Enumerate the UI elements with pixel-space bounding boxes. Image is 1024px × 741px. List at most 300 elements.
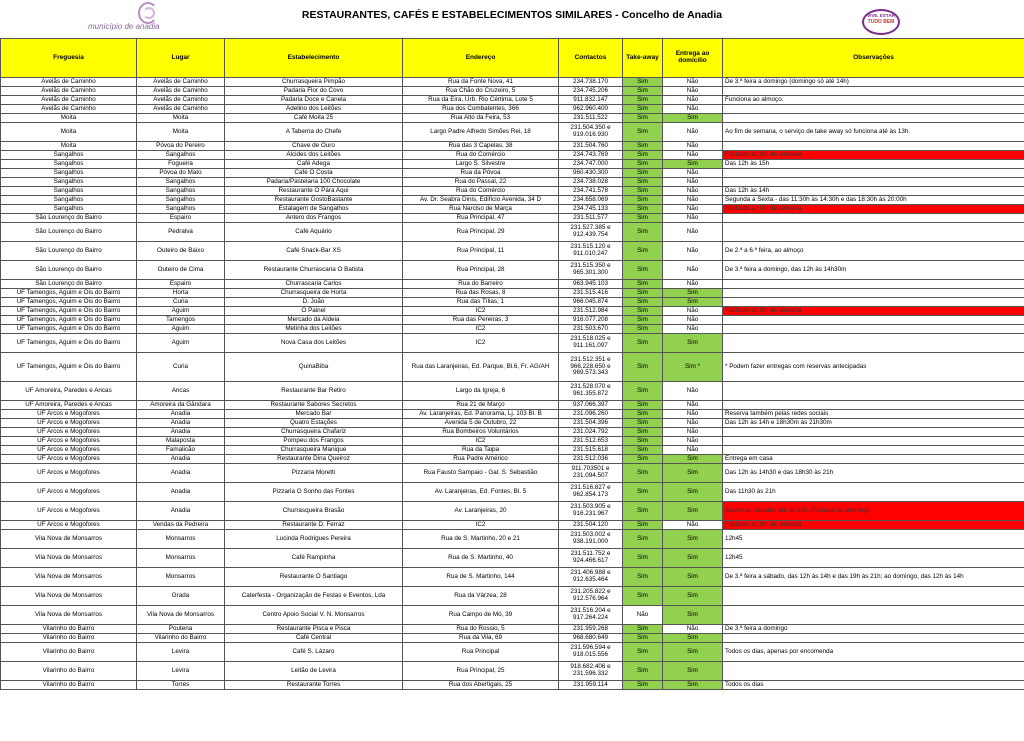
cell-entrega: Sim xyxy=(663,455,723,464)
cell-freguesia: UF Arcos e Mogofores xyxy=(1,446,137,455)
cell-take-away: Sim xyxy=(623,316,663,325)
cell-lugar: Aguim xyxy=(137,307,225,316)
cell-take-away: Sim xyxy=(623,353,663,382)
table-row xyxy=(1,223,1024,242)
cell-contactos: 234.741.578 xyxy=(559,187,623,196)
cell-observacoes xyxy=(723,587,1024,606)
cell-endereco: Rua Principal, 25 xyxy=(403,662,559,681)
campaign-logo-line2: TUDO BEM xyxy=(867,19,895,25)
cell-endereco: Rua das Rosas, 8 xyxy=(403,289,559,298)
cell-contactos: 231.511.522 xyxy=(559,114,623,123)
cell-estabelecimento: Churrasqueira Brasão xyxy=(225,502,403,521)
cell-take-away: Sim xyxy=(623,105,663,114)
cell-freguesia: UF Tamengos, Aguim e Óis do Bairro xyxy=(1,316,137,325)
cell-lugar: Pedralva xyxy=(137,223,225,242)
cell-entrega: Não xyxy=(663,437,723,446)
cell-contactos: 231.515.350 e 965.301.300 xyxy=(559,261,623,280)
cell-lugar: Vila Nova de Monsarros xyxy=(137,606,225,625)
cell-estabelecimento: Café Central xyxy=(225,634,403,643)
cell-take-away: Sim xyxy=(623,187,663,196)
table-row xyxy=(1,549,1024,568)
table-row xyxy=(1,325,1024,334)
table-row xyxy=(1,316,1024,325)
table-row xyxy=(1,205,1024,214)
cell-contactos: 231.512.036 xyxy=(559,455,623,464)
cell-estabelecimento: Lucinda Rodrigues Pereira xyxy=(225,530,403,549)
table-body xyxy=(1,78,1024,690)
cell-lugar: Sangalhos xyxy=(137,187,225,196)
cell-freguesia: Sangalhos xyxy=(1,151,137,160)
campaign-logo-line1: VIVE, ESTAR xyxy=(867,13,895,18)
cell-lugar: Torres xyxy=(137,681,225,690)
cell-observacoes xyxy=(723,325,1024,334)
cell-endereco: Rua Principal, 11 xyxy=(403,242,559,261)
cell-take-away: Sim xyxy=(623,587,663,606)
cell-endereco: Rua da Taipa xyxy=(403,446,559,455)
table-row xyxy=(1,151,1024,160)
col-observacoes: Observações xyxy=(723,39,1024,78)
cell-estabelecimento: Café Moita 25 xyxy=(225,114,403,123)
cell-take-away: Sim xyxy=(623,242,663,261)
cell-take-away: Sim xyxy=(623,214,663,223)
cell-endereco: Rua da Eira, Urb. Rio Cértima, Lote 5 xyxy=(403,96,559,105)
col-estabelecimento: Estabelecimento xyxy=(225,39,403,78)
cell-endereco: Rua Bombeiros Voluntários xyxy=(403,428,559,437)
cell-take-away: Sim xyxy=(623,410,663,419)
cell-freguesia: Avelãs de Caminho xyxy=(1,105,137,114)
cell-endereco: Av. Laranjeiras, Ed. Fontes, Bl. 5 xyxy=(403,483,559,502)
cell-freguesia: Moita xyxy=(1,114,137,123)
cell-contactos: 234.658.069 xyxy=(559,196,623,205)
cell-endereco: Rua Principal, 29 xyxy=(403,223,559,242)
cell-take-away: Sim xyxy=(623,114,663,123)
cell-endereco: Rua dos Combatentes, 366 xyxy=(403,105,559,114)
cell-estabelecimento: Churrasqueira de Horta xyxy=(225,289,403,298)
cell-contactos: 231.528.070 e 961.355.872 xyxy=(559,382,623,401)
cell-estabelecimento: Churrascaria Carlos xyxy=(225,280,403,289)
table-row xyxy=(1,78,1024,87)
cell-freguesia: Moita xyxy=(1,123,137,142)
cell-endereco: IC2 xyxy=(403,325,559,334)
table-row xyxy=(1,105,1024,114)
table-row xyxy=(1,169,1024,178)
cell-entrega: Sim xyxy=(663,334,723,353)
cell-freguesia: São Lourenço do Bairro xyxy=(1,280,137,289)
table-row xyxy=(1,289,1024,298)
cell-endereco: Avenida 5 de Outubro, 22 xyxy=(403,419,559,428)
cell-entrega: Não xyxy=(663,382,723,401)
cell-lugar: Anadia xyxy=(137,483,225,502)
cell-take-away: Sim xyxy=(623,223,663,242)
cell-entrega: Não xyxy=(663,446,723,455)
cell-entrega: Sim xyxy=(663,587,723,606)
cell-lugar: Anadia xyxy=(137,428,225,437)
cell-freguesia: Vilarinho do Bairro xyxy=(1,662,137,681)
cell-estabelecimento: Churrasqueira Pimpão xyxy=(225,78,403,87)
cell-lugar: Monsarros xyxy=(137,568,225,587)
cell-freguesia: Vila Nova de Monsarros xyxy=(1,549,137,568)
table-row xyxy=(1,196,1024,205)
cell-lugar: Poutena xyxy=(137,625,225,634)
cell-endereco: Rua de S. Martinho, 144 xyxy=(403,568,559,587)
table-row xyxy=(1,625,1024,634)
table-row xyxy=(1,142,1024,151)
cell-take-away: Sim xyxy=(623,681,663,690)
cell-contactos: 234.747.000 xyxy=(559,160,623,169)
cell-freguesia: UF Arcos e Mogofores xyxy=(1,437,137,446)
cell-lugar: Sangalhos xyxy=(137,178,225,187)
cell-take-away: Sim xyxy=(623,625,663,634)
cell-contactos: 231.515.618 xyxy=(559,446,623,455)
cell-lugar: Anadia xyxy=(137,502,225,521)
cell-entrega: Sim xyxy=(663,549,723,568)
cell-take-away: Sim xyxy=(623,298,663,307)
cell-take-away: Sim xyxy=(623,169,663,178)
cell-take-away: Sim xyxy=(623,634,663,643)
cell-lugar: Outeiro de Cima xyxy=(137,261,225,280)
cell-estabelecimento: Restaurante Torres xyxy=(225,681,403,690)
cell-contactos: 231.959.268 xyxy=(559,625,623,634)
cell-observacoes: Todos os dias, apenas por encomenda xyxy=(723,643,1024,662)
cell-contactos: 918.682.406 e 231.596.332 xyxy=(559,662,623,681)
cell-freguesia: UF Arcos e Mogofores xyxy=(1,455,137,464)
cell-entrega: Sim xyxy=(663,568,723,587)
cell-endereco: IC2 xyxy=(403,307,559,316)
cell-endereco: Av. Laranjeiras, Ed. Panorama, Lj. 103 Bl. B xyxy=(403,410,559,419)
cell-contactos: 231.512.984 xyxy=(559,307,623,316)
cell-entrega: Não xyxy=(663,625,723,634)
cell-observacoes: * Podem fazer entregas com reservas antecipadas xyxy=(723,353,1024,382)
col-lugar: Lugar xyxy=(137,39,225,78)
table-row xyxy=(1,455,1024,464)
table-row xyxy=(1,298,1024,307)
cell-observacoes: Das 12h às 15h xyxy=(723,160,1024,169)
cell-lugar: Avelãs de Caminho xyxy=(137,87,225,96)
cell-entrega: Sim xyxy=(663,114,723,123)
cell-entrega: Não xyxy=(663,196,723,205)
table-row xyxy=(1,446,1024,455)
cell-endereco: Rua da Vila, 69 xyxy=(403,634,559,643)
cell-entrega: Não xyxy=(663,410,723,419)
cell-estabelecimento: D. João xyxy=(225,298,403,307)
cell-freguesia: UF Tamengos, Aguim e Óis do Bairro xyxy=(1,298,137,307)
cell-take-away: Sim xyxy=(623,123,663,142)
table-row xyxy=(1,178,1024,187)
cell-endereco: Rua de S. Martinho, 40 xyxy=(403,549,559,568)
cell-freguesia: UF Arcos e Mogofores xyxy=(1,502,137,521)
cell-observacoes xyxy=(723,316,1024,325)
cell-contactos: 231.959.114 xyxy=(559,681,623,690)
table-row xyxy=(1,681,1024,690)
cell-estabelecimento: Churrasqueira Manique xyxy=(225,446,403,455)
cell-observacoes xyxy=(723,105,1024,114)
cell-estabelecimento: Mercado Bar xyxy=(225,410,403,419)
cell-contactos: 231.504.760 xyxy=(559,142,623,151)
cell-freguesia: UF Arcos e Mogofores xyxy=(1,483,137,502)
cell-estabelecimento: Pizzaria Moretti xyxy=(225,464,403,483)
cell-contactos: 231.596.594 e 918.015.556 xyxy=(559,643,623,662)
cell-freguesia: Avelãs de Caminho xyxy=(1,96,137,105)
cell-estabelecimento: Nova Casa dos Leitões xyxy=(225,334,403,353)
table-row xyxy=(1,568,1024,587)
table-row xyxy=(1,521,1024,530)
cell-contactos: 937.066.397 xyxy=(559,401,623,410)
table-row xyxy=(1,96,1024,105)
cell-observacoes: Funciona ao almoço. xyxy=(723,96,1024,105)
cell-take-away: Sim xyxy=(623,151,663,160)
cell-take-away: Sim xyxy=(623,483,663,502)
cell-lugar: Avelãs de Caminho xyxy=(137,96,225,105)
cell-lugar: Póvoa do Mato xyxy=(137,169,225,178)
cell-endereco: Rua dos Abertigais, 25 xyxy=(403,681,559,690)
cell-lugar: Anadia xyxy=(137,419,225,428)
cell-observacoes: Ao fim de semana, o serviço de take away só funciona até às 13h. xyxy=(723,123,1024,142)
table-row xyxy=(1,214,1024,223)
cell-entrega: Não xyxy=(663,78,723,87)
table-header-row xyxy=(1,39,1024,78)
cell-freguesia: Sangalhos xyxy=(1,205,137,214)
cell-contactos: 231.518.025 e 911.161.097 xyxy=(559,334,623,353)
cell-take-away: Sim xyxy=(623,446,663,455)
cell-estabelecimento: Centro Apoio Social V. N. Monsarros xyxy=(225,606,403,625)
cell-estabelecimento: Restaurante Dina Queiroz xyxy=(225,455,403,464)
cell-estabelecimento: Restaurante D. Ferraz xyxy=(225,521,403,530)
cell-endereco: Largo da Igreja, 6 xyxy=(403,382,559,401)
cell-estabelecimento: Restaurante Pisca e Pisca xyxy=(225,625,403,634)
cell-contactos: 231.503.670 xyxy=(559,325,623,334)
cell-contactos: 231.516.204 e 917.264.224 xyxy=(559,606,623,625)
cell-freguesia: Sangalhos xyxy=(1,160,137,169)
cell-estabelecimento: Restaurante O Pára Aqui xyxy=(225,187,403,196)
cell-entrega: Sim xyxy=(663,483,723,502)
table-row xyxy=(1,261,1024,280)
cell-estabelecimento: O Painel xyxy=(225,307,403,316)
cell-contactos: 231.504.396 xyxy=(559,419,623,428)
cell-entrega: Sim xyxy=(663,643,723,662)
table-row xyxy=(1,437,1024,446)
cell-estabelecimento: A Taberna do Chefe xyxy=(225,123,403,142)
cell-observacoes: Fechado ao fim de semana xyxy=(723,151,1024,160)
cell-observacoes: Das 12h às 14h e 18h30m às 21h30m xyxy=(723,419,1024,428)
logo-text: município de anadia xyxy=(88,22,160,31)
cell-lugar: Famalicão xyxy=(137,446,225,455)
cell-observacoes: De 3.ª feira a domingo, das 12h às 14h30m xyxy=(723,261,1024,280)
cell-entrega: Não xyxy=(663,151,723,160)
col-entrega-domicilio: Entrega ao domicílio xyxy=(663,39,723,78)
cell-estabelecimento: Café O Costa xyxy=(225,169,403,178)
cell-observacoes: Reserva também pelas redes sociais xyxy=(723,410,1024,419)
cell-freguesia: UF Arcos e Mogofores xyxy=(1,410,137,419)
cell-endereco: Rua Fausto Sampaio - Gal. S. Sebastião xyxy=(403,464,559,483)
cell-observacoes xyxy=(723,142,1024,151)
cell-estabelecimento: Café S. Lázaro xyxy=(225,643,403,662)
cell-lugar: Monsarros xyxy=(137,549,225,568)
cell-lugar: Monsarros xyxy=(137,530,225,549)
cell-entrega: Não xyxy=(663,96,723,105)
cell-take-away: Sim xyxy=(623,261,663,280)
cell-lugar: Amoreira da Gândara xyxy=(137,401,225,410)
cell-observacoes xyxy=(723,382,1024,401)
cell-contactos: 960.430.300 xyxy=(559,169,623,178)
cell-freguesia: São Lourenço do Bairro xyxy=(1,242,137,261)
cell-lugar: Outeiro de Baixo xyxy=(137,242,225,261)
cell-freguesia: Vilarinho do Bairro xyxy=(1,643,137,662)
cell-contactos: 231.096.260 xyxy=(559,410,623,419)
cell-observacoes: De 3.ª feira a sábado, das 12h às 14h e das 19h às 21h; ao domingo, das 12h às 14h xyxy=(723,568,1024,587)
cell-estabelecimento: Metinha dos Leitões xyxy=(225,325,403,334)
cell-endereco: Largo Padre Alfredo Simões Rei, 18 xyxy=(403,123,559,142)
cell-endereco: Rua Principal, 28 xyxy=(403,261,559,280)
cell-take-away: Sim xyxy=(623,521,663,530)
cell-observacoes: Todos os dias xyxy=(723,681,1024,690)
cell-endereco: Av. Dr. Seabra Dinis, Edifício Avenida, 34 D xyxy=(403,196,559,205)
cell-freguesia: UF Amoreira, Paredes e Ancas xyxy=(1,382,137,401)
cell-observacoes: Entrega em casa xyxy=(723,455,1024,464)
cell-entrega: Não xyxy=(663,205,723,214)
cell-entrega: Sim xyxy=(663,502,723,521)
table-row xyxy=(1,464,1024,483)
cell-entrega: Não xyxy=(663,428,723,437)
cell-contactos: 231.504.350 e 919.016.930 xyxy=(559,123,623,142)
cell-lugar: Curia xyxy=(137,298,225,307)
cell-contactos: 234.738.028 xyxy=(559,178,623,187)
cell-observacoes: Das 12h às 14h30 e das 18h30 às 21h xyxy=(723,464,1024,483)
cell-observacoes xyxy=(723,289,1024,298)
cell-freguesia: São Lourenço do Bairro xyxy=(1,223,137,242)
cell-entrega: Não xyxy=(663,316,723,325)
cell-endereco: Rua Chão do Cruzeiro, 5 xyxy=(403,87,559,96)
cell-estabelecimento: Quatro Estações xyxy=(225,419,403,428)
table-row xyxy=(1,606,1024,625)
col-take-away: Take-away xyxy=(623,39,663,78)
cell-observacoes xyxy=(723,223,1024,242)
cell-estabelecimento: Restaurante Sabores Secretos xyxy=(225,401,403,410)
cell-entrega: Sim xyxy=(663,289,723,298)
cell-observacoes xyxy=(723,87,1024,96)
cell-endereco: Rua Padre Américo xyxy=(403,455,559,464)
cell-estabelecimento: Padaria Doce e Canela xyxy=(225,96,403,105)
col-endereco: Endereço xyxy=(403,39,559,78)
cell-endereco: Rua 21 de Março xyxy=(403,401,559,410)
table-row xyxy=(1,187,1024,196)
table-row xyxy=(1,87,1024,96)
cell-lugar: Aguim xyxy=(137,334,225,353)
table-row xyxy=(1,160,1024,169)
cell-lugar: Sangalhos xyxy=(137,196,225,205)
cell-lugar: Ancas xyxy=(137,382,225,401)
cell-observacoes: Aberto ao sábado, até às 15h. Fechado ao domingo xyxy=(723,502,1024,521)
cell-entrega: Não xyxy=(663,280,723,289)
cell-entrega: Não xyxy=(663,123,723,142)
cell-take-away: Sim xyxy=(623,549,663,568)
establishments-table xyxy=(0,38,1024,690)
cell-entrega: Não xyxy=(663,223,723,242)
cell-lugar: Espairo xyxy=(137,280,225,289)
cell-lugar: Malaposta xyxy=(137,437,225,446)
cell-entrega: Não xyxy=(663,187,723,196)
cell-contactos: 911.832.147 xyxy=(559,96,623,105)
cell-take-away: Sim xyxy=(623,178,663,187)
cell-estabelecimento: Estalagem de Sangalhos xyxy=(225,205,403,214)
cell-contactos: 231.516.827 e 962.854.173 xyxy=(559,483,623,502)
cell-freguesia: Vila Nova de Monsarros xyxy=(1,530,137,549)
col-freguesia: Freguesia xyxy=(1,39,137,78)
cell-take-away: Sim xyxy=(623,437,663,446)
cell-estabelecimento: Churrasqueira Chafariz xyxy=(225,428,403,437)
cell-observacoes: De 3.ª feira a domingo (domingo só até 14h) xyxy=(723,78,1024,87)
cell-entrega: Sim xyxy=(663,634,723,643)
cell-lugar: Curia xyxy=(137,353,225,382)
cell-endereco: Rua do Passal, 22 xyxy=(403,178,559,187)
cell-observacoes: De 2.ª a 6.ª feira, ao almoço xyxy=(723,242,1024,261)
cell-freguesia: UF Arcos e Mogofores xyxy=(1,419,137,428)
cell-freguesia: Vilarinho do Bairro xyxy=(1,681,137,690)
table-row xyxy=(1,428,1024,437)
cell-entrega: Sim xyxy=(663,606,723,625)
cell-observacoes xyxy=(723,401,1024,410)
cell-freguesia: UF Amoreira, Paredes e Ancas xyxy=(1,401,137,410)
cell-freguesia: Avelãs de Caminho xyxy=(1,87,137,96)
cell-lugar: Espairo xyxy=(137,214,225,223)
cell-freguesia: Sangalhos xyxy=(1,178,137,187)
cell-take-away: Sim xyxy=(623,307,663,316)
cell-contactos: 234.738.170 xyxy=(559,78,623,87)
cell-freguesia: UF Arcos e Mogofores xyxy=(1,521,137,530)
table-row xyxy=(1,662,1024,681)
table-row xyxy=(1,401,1024,410)
cell-observacoes: Fechado ao fim de semana xyxy=(723,205,1024,214)
cell-observacoes xyxy=(723,280,1024,289)
cell-estabelecimento: Antero dos Frangos xyxy=(225,214,403,223)
table-row xyxy=(1,242,1024,261)
cell-estabelecimento: Restaurante O Santiago xyxy=(225,568,403,587)
document-title: RESTAURANTES, CAFÉS E ESTABELECIMENTOS SIMILARES - Concelho de Anadia xyxy=(301,9,723,21)
cell-observacoes xyxy=(723,428,1024,437)
cell-contactos: 911.703501 e 231.094.507 xyxy=(559,464,623,483)
cell-entrega: Não xyxy=(663,261,723,280)
cell-take-away: Sim xyxy=(623,334,663,353)
cell-endereco: Rua da Fonte Nova, 41 xyxy=(403,78,559,87)
cell-contactos: 963.945.103 xyxy=(559,280,623,289)
cell-contactos: 231.406.988 e 912.635.464 xyxy=(559,568,623,587)
cell-endereco: Rua do Barreiro xyxy=(403,280,559,289)
cell-estabelecimento: Adelino dos Leitões xyxy=(225,105,403,114)
cell-endereco: Rua do Rossio, 5 xyxy=(403,625,559,634)
cell-freguesia: São Lourenço do Bairro xyxy=(1,261,137,280)
cell-estabelecimento: Mercado da Aldeia xyxy=(225,316,403,325)
cell-observacoes xyxy=(723,606,1024,625)
cell-estabelecimento: QuinaBiba xyxy=(225,353,403,382)
cell-contactos: 962.960.400 xyxy=(559,105,623,114)
cell-entrega: Sim xyxy=(663,681,723,690)
cell-lugar: Póvoa do Pereiro xyxy=(137,142,225,151)
cell-observacoes xyxy=(723,214,1024,223)
cell-freguesia: UF Tamengos, Aguim e Óis do Bairro xyxy=(1,334,137,353)
cell-lugar: Moita xyxy=(137,114,225,123)
table-row xyxy=(1,382,1024,401)
cell-contactos: 966.045.874 xyxy=(559,298,623,307)
cell-take-away: Sim xyxy=(623,160,663,169)
cell-estabelecimento: Pizzaria O Sonho das Fontes xyxy=(225,483,403,502)
cell-endereco: Rua Principal xyxy=(403,643,559,662)
cell-freguesia: Sangalhos xyxy=(1,196,137,205)
cell-entrega: Sim xyxy=(663,160,723,169)
cell-endereco: Largo S. Silvestre xyxy=(403,160,559,169)
cell-contactos: 231.527.385 e 912.439.754 xyxy=(559,223,623,242)
cell-observacoes xyxy=(723,634,1024,643)
cell-lugar: Tamengos xyxy=(137,316,225,325)
cell-endereco: Rua do Comércio xyxy=(403,151,559,160)
